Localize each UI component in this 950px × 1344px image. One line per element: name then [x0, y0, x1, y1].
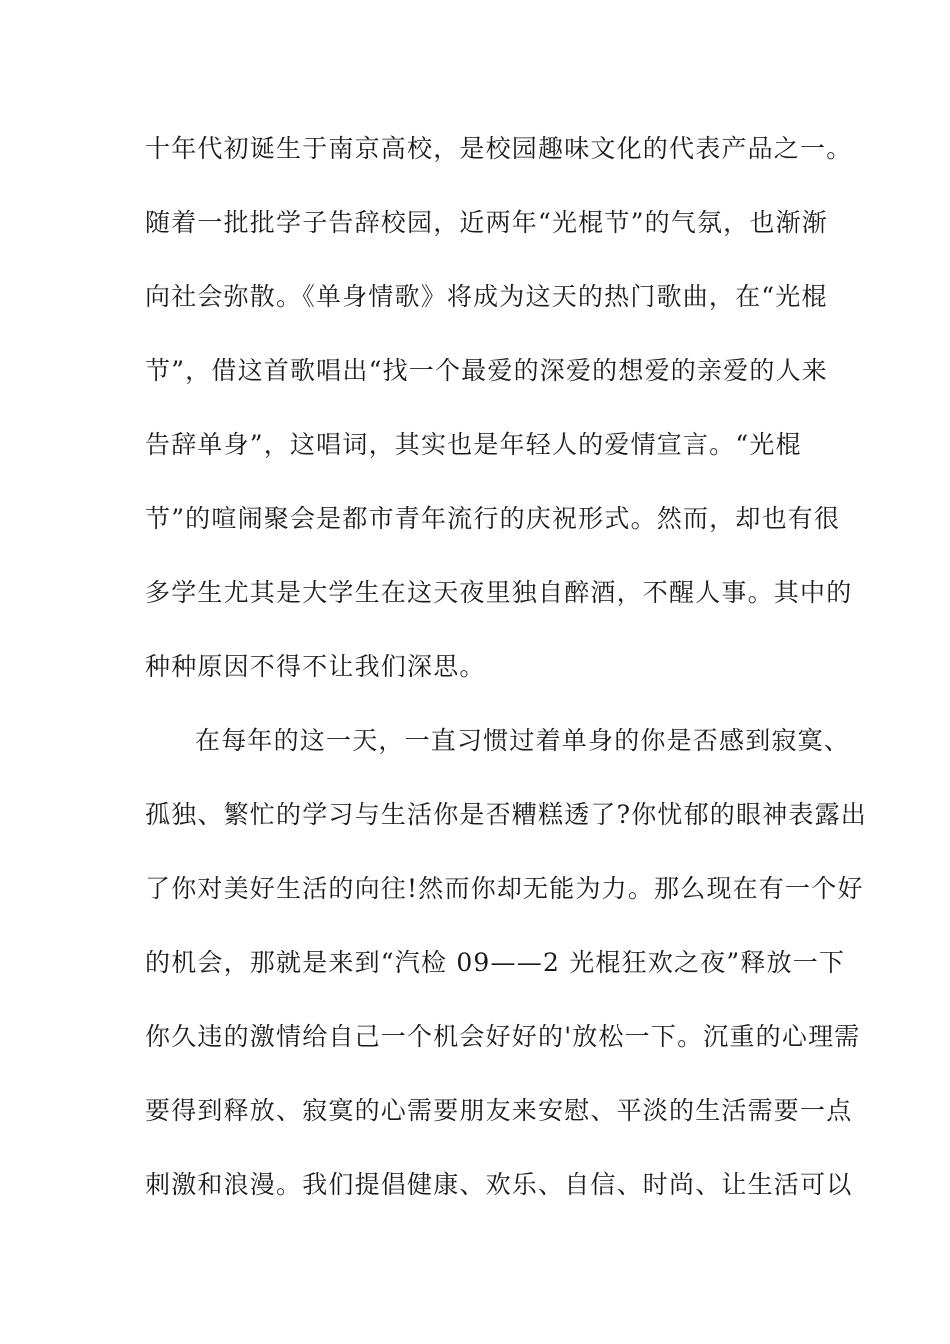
- paragraph-start-line: 在每年的这一天，一直习惯过着单身的你是否感到寂寞、: [195, 726, 851, 755]
- text-line: 孤独、繁忙的学习与生活你是否糟糕透了?你忧郁的眼神表露出: [145, 800, 868, 829]
- body-text: [145, 128, 868, 1238]
- text-line: 向社会弥散。《单身情歌》将成为这天的热门歌曲，在“光棍: [145, 282, 828, 311]
- text-line: 你久违的激情给自己一个机会好好的'放松一下。沉重的心理需: [145, 1022, 861, 1051]
- text-line: 种种原因不得不让我们深思。: [145, 652, 486, 681]
- text-line: 了你对美好生活的向往!然而你却无能为力。那么现在有一个好: [145, 874, 864, 903]
- text-line: 要得到释放、寂寞的心需要朋友来安慰、平淡的生活需要一点: [145, 1096, 853, 1125]
- text-line: 十年代初诞生于南京高校，是校园趣味文化的代表产品之一。: [145, 134, 853, 163]
- text-line: 节”，借这首歌唱出“找一个最爱的深爱的想爱的亲爱的人来: [145, 356, 828, 385]
- text-line: 告辞单身”，这唱词，其实也是年轻人的爱情宣言。“光棍: [145, 430, 802, 459]
- text-line: 节”的喧闹聚会是都市青年流行的庆祝形式。然而，却也有很: [145, 504, 841, 533]
- text-line: 多学生尤其是大学生在这天夜里独自醉酒，不醒人事。其中的: [145, 578, 853, 607]
- text-line: 随着一批批学子告辞校园，近两年“光棍节”的气氛，也渐渐: [145, 208, 828, 237]
- text-line: 刺激和浪漫。我们提倡健康、欢乐、自信、时尚、让生活可以: [145, 1170, 853, 1199]
- text-line: 的机会，那就是来到“汽检 09——2 光棍狂欢之夜”释放一下: [145, 948, 846, 977]
